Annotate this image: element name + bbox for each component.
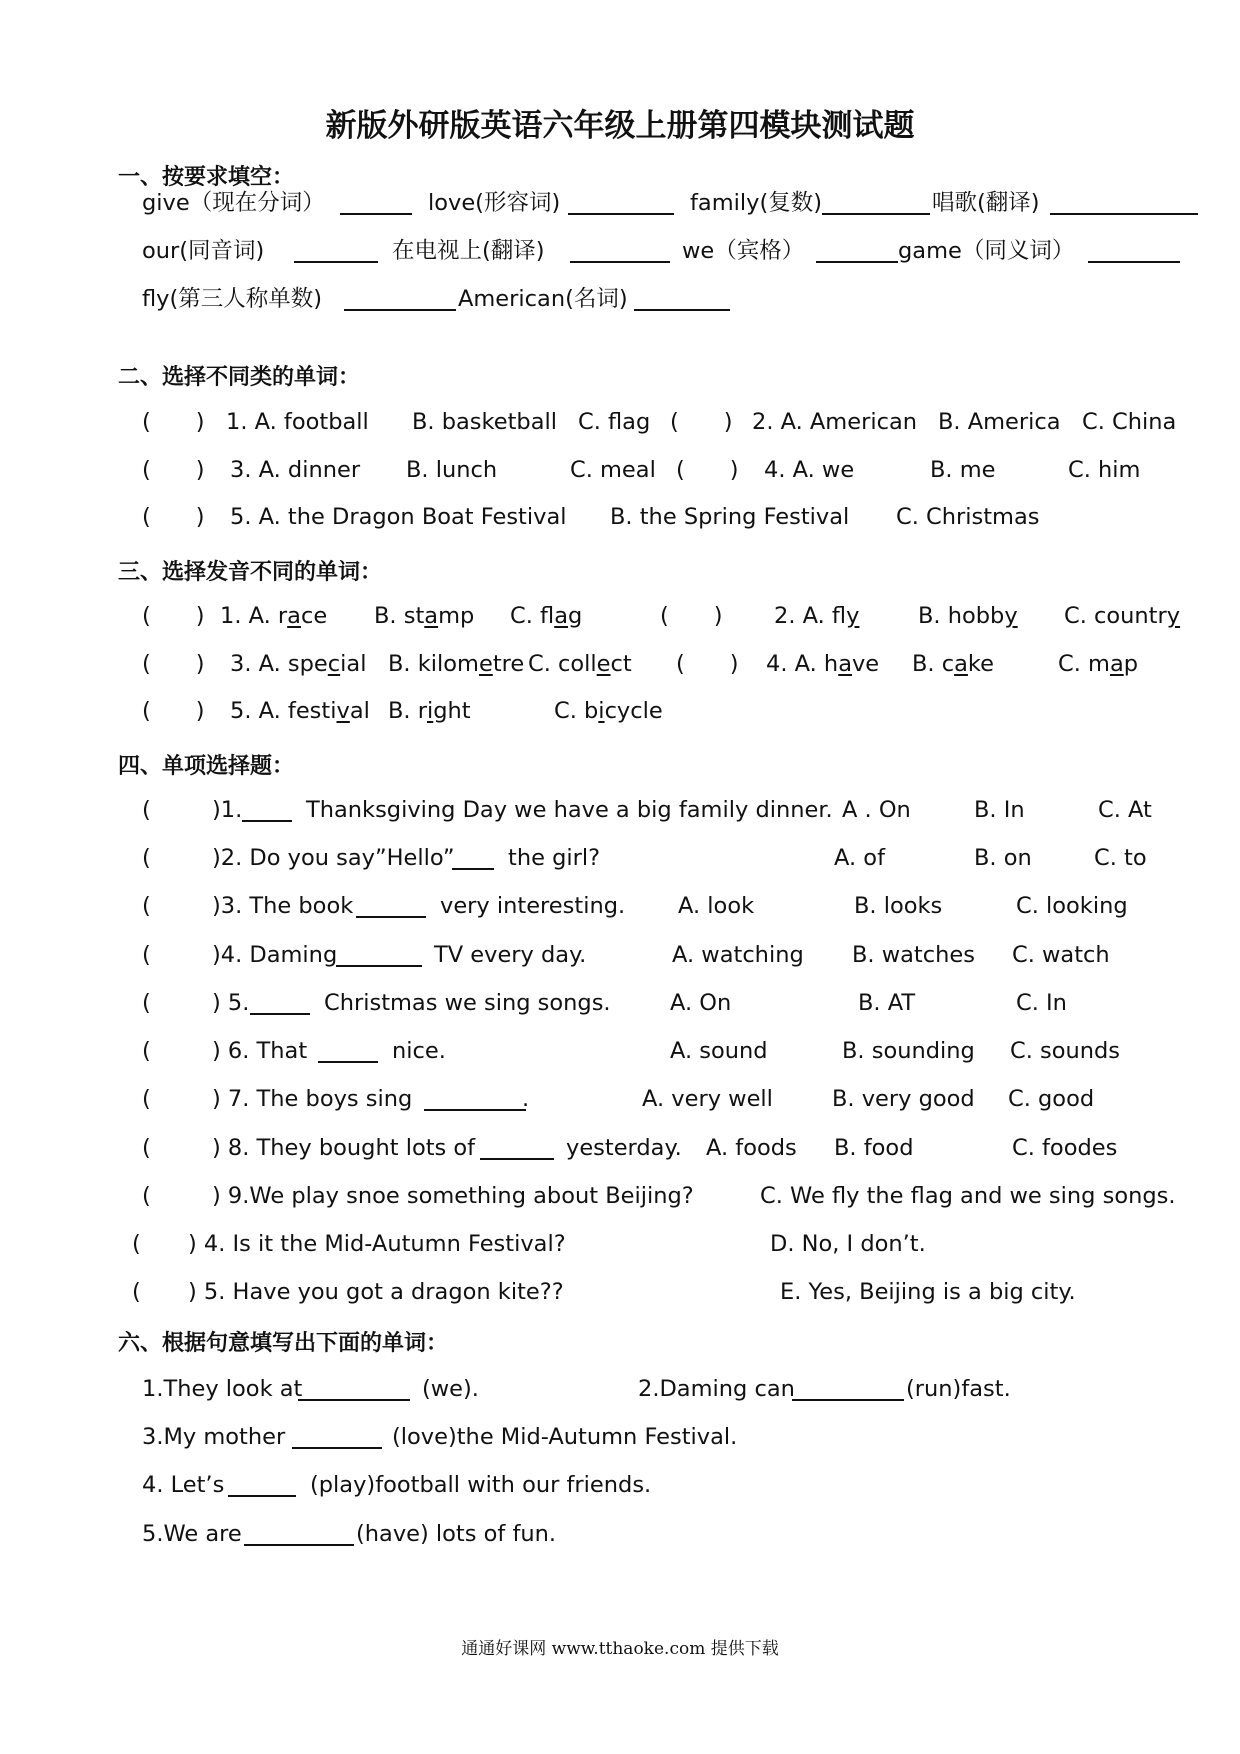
question-option-b: B. lunch	[406, 457, 498, 483]
answer-paren: (	[142, 1038, 151, 1064]
answer-blank	[1050, 213, 1198, 215]
section-4-question-8	[0, 1130, 1240, 1166]
section-1-heading: 一、按要求填空：	[118, 165, 295, 190]
sentence-end: (we).	[422, 1376, 479, 1402]
answer-paren: (	[142, 990, 151, 1016]
answer-blank	[344, 309, 456, 311]
item-label: family(复数)	[690, 190, 823, 216]
option-a: A. sound	[670, 1038, 768, 1064]
question-stem: TV every day.	[434, 942, 587, 968]
sentence-start: 2.Daming can	[638, 1376, 795, 1402]
question-option-c: C. meal	[570, 457, 656, 483]
option-c: C. In	[1016, 990, 1067, 1016]
section-1-row-2	[0, 233, 1240, 269]
sentence-start: 5.We are	[142, 1521, 242, 1547]
answer-blank	[480, 1158, 554, 1160]
sentence-end: (love)the Mid-Autumn Festival.	[392, 1424, 738, 1450]
item-label: 在电视上(翻译)	[392, 238, 545, 264]
answer-paren: ( )	[670, 409, 733, 435]
question-option-a: 5. A. the Dragon Boat Festival	[230, 504, 567, 530]
section-4-question-1	[0, 792, 1240, 828]
sentence-start: 1.They look at	[142, 1376, 303, 1402]
answer-paren: (	[142, 1183, 151, 1209]
option-b: B. watches	[852, 942, 975, 968]
answer-paren: (	[142, 942, 151, 968]
section-4-question-2	[0, 840, 1240, 876]
answer-blank	[452, 868, 494, 870]
option-b: B. sounding	[842, 1038, 975, 1064]
section-4-question-3	[0, 888, 1240, 924]
question-stem: ) 5. Have you got a dragon kite??	[188, 1279, 564, 1305]
option-c: C. good	[1008, 1086, 1095, 1112]
sentence-start: 4. Let’s	[142, 1472, 225, 1498]
answer-blank	[816, 261, 898, 263]
question-stem: very interesting.	[440, 893, 626, 919]
section-6-row-1	[0, 1371, 1240, 1407]
page-footer: 通通好课网 www.tthaoke.com 提供下载	[461, 1639, 779, 1659]
answer-blank	[318, 1061, 378, 1063]
answer-paren: ( )	[676, 651, 739, 677]
option-c: C. to	[1094, 845, 1147, 871]
option-b: B. food	[834, 1135, 914, 1161]
answer-blank	[244, 1544, 354, 1546]
answer-paren: ( )	[142, 504, 205, 530]
question-stem: Christmas we sing songs.	[324, 990, 611, 1016]
answer-blank	[250, 1013, 310, 1015]
question-option-c: C. bicycle	[554, 698, 663, 724]
answer-option: E. Yes, Beijing is a big city.	[780, 1279, 1076, 1305]
option-b: B. looks	[854, 893, 943, 919]
question-option-b: B. basketball	[412, 409, 557, 435]
option-c: C. At	[1098, 797, 1152, 823]
option-a: A . On	[842, 797, 911, 823]
section-4-question-4	[0, 937, 1240, 973]
page-title: 新版外研版英语六年级上册第四模块测试题	[325, 108, 915, 144]
question-stem: yesterday.	[566, 1135, 682, 1161]
question-option-b: B. stamp	[374, 603, 475, 629]
answer-blank	[1088, 261, 1180, 263]
answer-paren: (	[132, 1231, 141, 1257]
section-1-row-3	[0, 281, 1240, 317]
answer-option: D. No, I don’t.	[770, 1231, 926, 1257]
question-number: )1.	[212, 797, 243, 823]
option-b: B. In	[974, 797, 1025, 823]
answer-blank	[570, 261, 670, 263]
option-c: C. foodes	[1012, 1135, 1118, 1161]
item-label: fly(第三人称单数)	[142, 286, 323, 312]
item-label: 唱歌(翻译)	[932, 190, 1040, 216]
option-b: B. very good	[832, 1086, 975, 1112]
question-option-a: 1. A. football	[226, 409, 369, 435]
question-stem: .	[522, 1086, 530, 1112]
question-option-b: B. right	[388, 698, 471, 724]
question-option-a: 4. A. have	[766, 651, 880, 677]
option-b: B. AT	[858, 990, 916, 1016]
section-2-row-3	[0, 499, 1240, 535]
answer-paren: ( )	[142, 603, 205, 629]
option-a: A. foods	[706, 1135, 797, 1161]
question-option-b: B. kilometre	[388, 651, 525, 677]
answer-blank	[292, 1447, 382, 1449]
answer-blank	[822, 213, 930, 215]
section-2-heading: 二、选择不同类的单词：	[118, 365, 361, 390]
answer-blank	[298, 1399, 410, 1401]
question-stem: )4. Daming	[212, 942, 338, 968]
answer-blank	[568, 213, 674, 215]
sentence-end: (run)fast.	[906, 1376, 1011, 1402]
question-option-a: 2. A. fly	[774, 603, 860, 629]
answer-paren: (	[142, 1086, 151, 1112]
option-c: C. looking	[1016, 893, 1128, 919]
item-label: our(同音词)	[142, 238, 265, 264]
section-3-row-3	[0, 693, 1240, 729]
item-label: give（现在分词）	[142, 190, 325, 216]
section-4-heading: 四、单项选择题：	[118, 754, 295, 779]
question-option-c: C. country	[1064, 603, 1181, 629]
answer-paren: (	[142, 893, 151, 919]
question-stem: )2. Do you say”Hello”	[212, 845, 455, 871]
question-option-a: 5. A. festival	[230, 698, 370, 724]
question-option-b: B. America	[938, 409, 1061, 435]
sentence-start: 3.My mother	[142, 1424, 286, 1450]
option-a: A. On	[670, 990, 732, 1016]
question-option-b: B. hobby	[918, 603, 1018, 629]
answer-paren: ( )	[142, 409, 205, 435]
section-4-question-9	[0, 1178, 1240, 1214]
answer-option: C. We fly the flag and we sing songs.	[760, 1183, 1176, 1209]
question-option-b: B. the Spring Festival	[610, 504, 850, 530]
answer-blank	[634, 309, 730, 311]
option-c: C. watch	[1012, 942, 1110, 968]
question-option-c: C. China	[1082, 409, 1177, 435]
answer-paren: (	[142, 845, 151, 871]
question-option-c: C. Christmas	[896, 504, 1040, 530]
answer-paren: ( )	[676, 457, 739, 483]
question-stem: )3. The book	[212, 893, 354, 919]
question-stem: nice.	[392, 1038, 446, 1064]
question-option-c: C. map	[1058, 651, 1139, 677]
answer-blank	[228, 1495, 296, 1497]
answer-blank	[242, 820, 292, 822]
question-stem: ) 7. The boys sing	[212, 1086, 413, 1112]
section-2-row-2	[0, 452, 1240, 488]
option-c: C. sounds	[1010, 1038, 1121, 1064]
item-label: American(名词)	[458, 286, 628, 312]
question-stem: ) 8. They bought lots of	[212, 1135, 476, 1161]
question-option-a: 1. A. race	[220, 603, 328, 629]
section-3-row-1	[0, 598, 1240, 634]
question-option-a: 2. A. American	[752, 409, 917, 435]
section-4-question-10	[0, 1226, 1240, 1262]
question-option-b: B. cake	[912, 651, 994, 677]
question-option-a: 3. A. dinner	[230, 457, 361, 483]
option-a: A. very well	[642, 1086, 773, 1112]
section-4-question-11	[0, 1274, 1240, 1310]
answer-blank	[792, 1399, 904, 1401]
question-number: ) 5.	[212, 990, 250, 1016]
section-3-heading: 三、选择发音不同的单词：	[118, 560, 383, 585]
option-a: A. of	[834, 845, 885, 871]
question-option-c: C. flag	[578, 409, 651, 435]
section-6-row-4	[0, 1516, 1240, 1552]
question-option-c: C. him	[1068, 457, 1141, 483]
question-option-b: B. me	[930, 457, 996, 483]
answer-blank	[356, 916, 426, 918]
question-stem: ) 9.We play snoe something about Beijing?	[212, 1183, 694, 1209]
answer-blank	[424, 1109, 526, 1111]
question-option-a: 3. A. special	[230, 651, 367, 677]
section-6-row-2	[0, 1419, 1240, 1455]
question-option-a: 4. A. we	[764, 457, 855, 483]
item-label: game（同义词）	[898, 238, 1075, 264]
answer-paren: (	[142, 1135, 151, 1161]
section-4-question-5	[0, 985, 1240, 1021]
answer-blank	[336, 965, 422, 967]
answer-paren: (	[132, 1279, 141, 1305]
question-stem: the girl?	[508, 845, 601, 871]
sentence-end: (play)football with our friends.	[310, 1472, 652, 1498]
section-6-row-3	[0, 1467, 1240, 1503]
option-a: A. watching	[672, 942, 804, 968]
answer-paren: (	[142, 797, 151, 823]
section-1-row-1	[0, 185, 1240, 221]
answer-paren: ( )	[142, 457, 205, 483]
section-2-row-1	[0, 404, 1240, 440]
answer-paren: ( )	[142, 651, 205, 677]
question-option-c: C. collect	[528, 651, 632, 677]
answer-paren: ( )	[660, 603, 723, 629]
section-4-question-6	[0, 1033, 1240, 1069]
section-6-heading: 六、根据句意填写出下面的单词：	[118, 1331, 449, 1356]
answer-blank	[294, 261, 378, 263]
section-4-question-7	[0, 1081, 1240, 1117]
option-a: A. look	[678, 893, 755, 919]
item-label: we（宾格）	[682, 238, 805, 264]
question-stem: ) 6. That	[212, 1038, 308, 1064]
question-stem: ) 4. Is it the Mid-Autumn Festival?	[188, 1231, 566, 1257]
question-stem: Thanksgiving Day we have a big family dinner.	[306, 797, 833, 823]
answer-blank	[340, 213, 412, 215]
option-b: B. on	[974, 845, 1032, 871]
sentence-end: (have) lots of fun.	[356, 1521, 557, 1547]
section-3-row-2	[0, 646, 1240, 682]
item-label: love(形容词)	[428, 190, 561, 216]
question-option-c: C. flag	[510, 603, 583, 629]
answer-paren: ( )	[142, 698, 205, 724]
